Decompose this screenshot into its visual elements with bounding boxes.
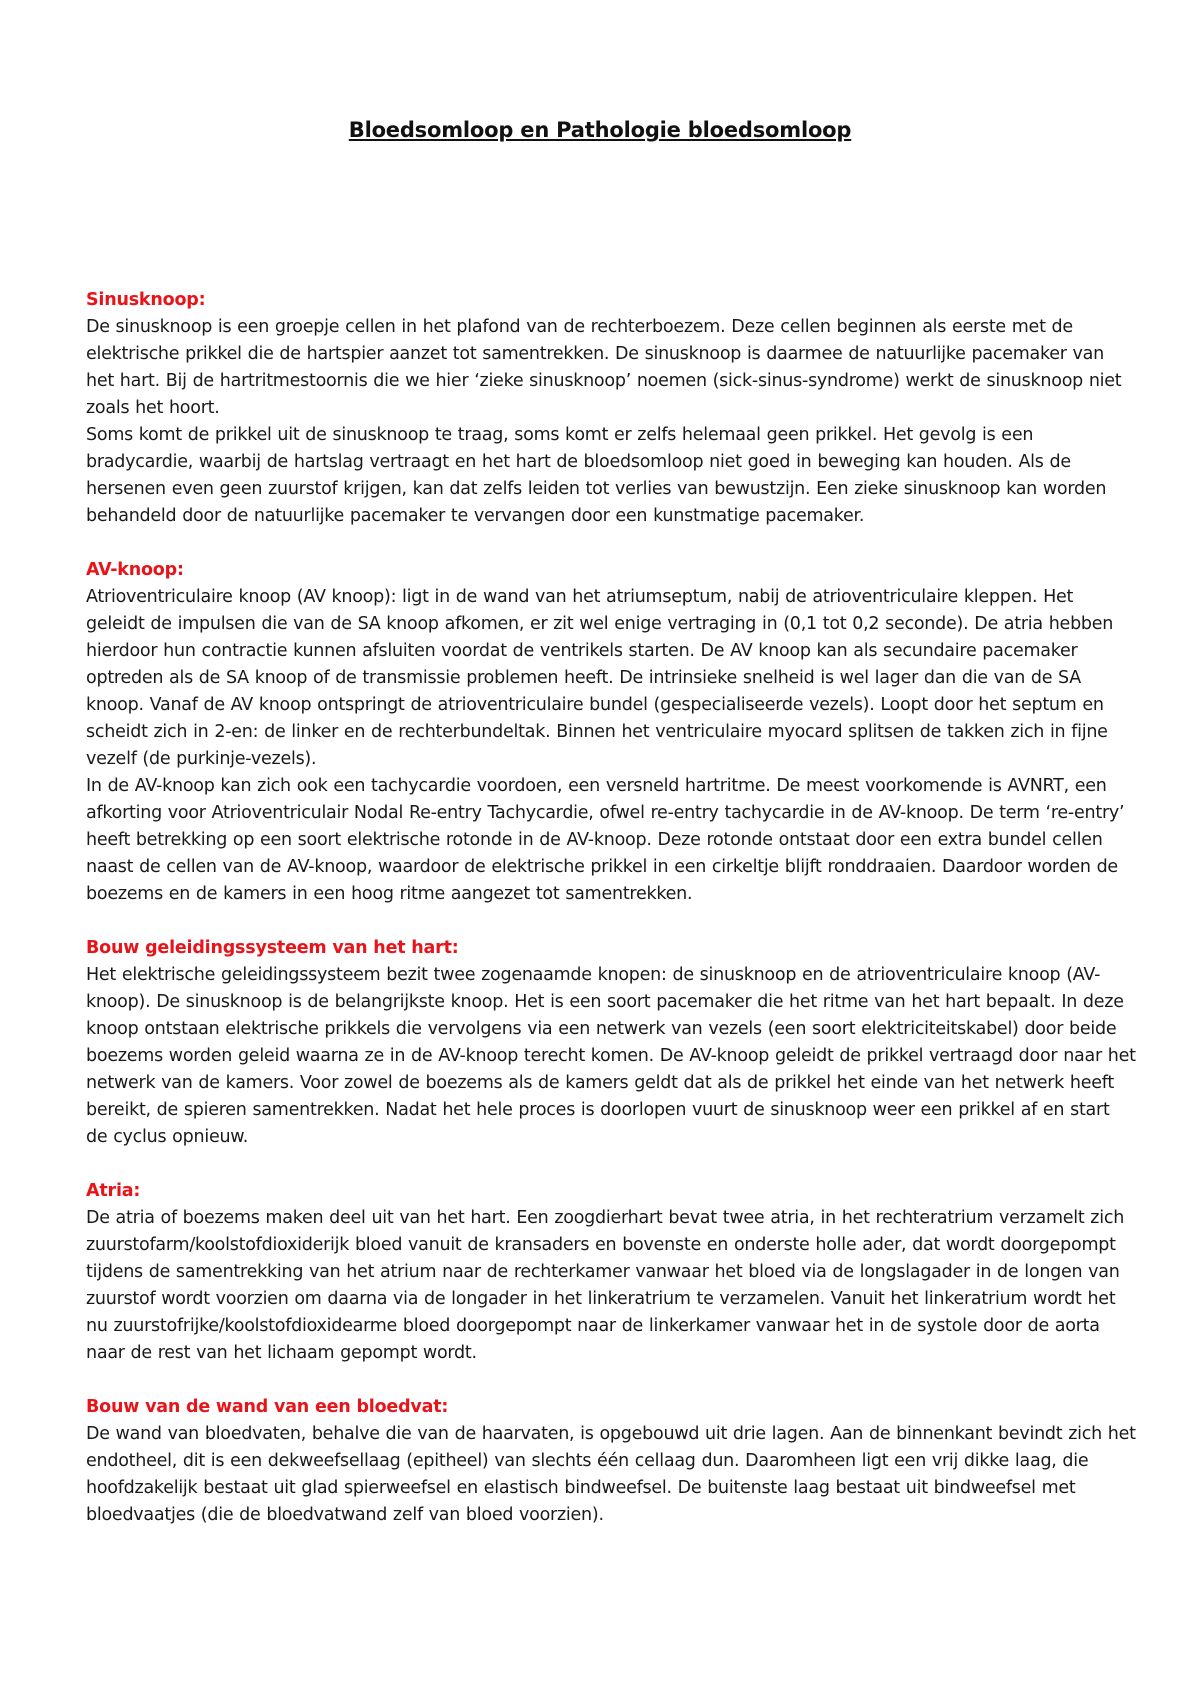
section-paragraph: De sinusknoop is een groepje cellen in het plafond van de rechterboezem. Deze cellen beginnen als eerste met de elektrische prikkel die de hartspier aanzet tot samentrekken. De sinusknoop is daarmee de natuurlijke pacemaker van het hart. Bij de hartritmestoornis die we hier ‘zieke sinusknoop’ noemen (sick-sinus-syndrome) werkt de sinusknoop niet zoals het hoort. xyxy=(86,317,1122,418)
section-bloedvatwand xyxy=(86,1394,1136,1529)
section-paragraph: De wand van bloedvaten, behalve die van de haarvaten, is opgebouwd uit drie lagen. Aan de binnenkant bevindt zich het endotheel, dit is een dekweefsellaag (epitheel) van slechts één cellaag dun. Daaromheen ligt een vrij dikke laag, die hoofdzakelijk bestaat uit glad spierweefsel en elastisch bindweefsel. De buitenste laag bestaat uit bindweefsel met bloedvaatjes (die de bloedvatwand zelf van bloed voorzien). xyxy=(86,1424,1136,1525)
section-paragraph: De atria of boezems maken deel uit van het hart. Een zoogdierhart bevat twee atria, in het rechteratrium verzamelt zich zuurstofarm/koolstofdioxiderijk bloed vanuit de kransaders en bovenste en onderste holle ader, dat wordt doorgepompt tijdens de samentrekking van het atrium naar de rechterkamer vanwaar het bloed via de longslagader in de longen van zuurstof wordt voorzien om daarna via de longader in het linkeratrium te verzamelen. Vanuit het linkeratrium wordt het nu zuurstofrijke/koolstofdioxidearme bloed doorgepompt naar de linkerkamer vanwaar het in de systole door de aorta naar de rest van het lichaam gepompt wordt. xyxy=(86,1208,1125,1363)
section-paragraph: Soms komt de prikkel uit de sinusknoop te traag, soms komt er zelfs helemaal geen prikkel. Het gevolg is een bradycardie, waarbij de hartslag vertraagt en het hart de bloedsomloop niet goed in beweging kan houden. Als de hersenen even geen zuurstof krijgen, kan dat zelfs leiden tot verlies van bewustzijn. Een zieke sinusknoop kan worden behandeld door de natuurlijke pacemaker te vervangen door een kunstmatige pacemaker. xyxy=(86,425,1107,526)
section-heading: Bouw van de wand van een bloedvat: xyxy=(86,1397,449,1417)
section-atria xyxy=(86,1178,1136,1367)
section-paragraph: Atrioventriculaire knoop (AV knoop): ligt in de wand van het atriumseptum, nabij de atrioventriculaire kleppen. Het geleidt de impulsen die van de SA knoop afkomen, er zit wel enige vertraging in (0,1 tot 0,2 seconde). De atria hebben hierdoor hun contractie kunnen afsluiten voordat de ventrikels starten. De AV knoop kan als secundaire pacemaker optreden als de SA knoop of de transmissie problemen heeft. De intrinsieke snelheid is wel lager dan die van de SA knoop. Vanaf de AV knoop ontspringt de atrioventriculaire bundel (gespecialiseerde vezels). Loopt door het septum en scheidt zich in 2-en: de linker en de rechterbundeltak. Binnen het ventriculaire myocard splitsen de takken zich in fijne vezelf (de purkinje-vezels). xyxy=(86,587,1114,769)
section-sinusknoop xyxy=(86,287,1136,530)
section-paragraph: In de AV-knoop kan zich ook een tachycardie voordoen, een versneld hartritme. De meest voorkomende is AVNRT, een afkorting voor Atrioventriculair Nodal Re-entry Tachycardie, ofwel re-entry tachycardie in de AV-knoop. De term ‘re-entry’ heeft betrekking op een soort elektrische rotonde in de AV-knoop. Deze rotonde ontstaat door een extra bundel cellen naast de cellen van de AV-knoop, waardoor de elektrische prikkel in een cirkeltje blijft ronddraaien. Daardoor worden de boezems en de kamers in een hoog ritme aangezet tot samentrekken. xyxy=(86,776,1125,904)
section-heading: Bouw geleidingssysteem van het hart: xyxy=(86,938,459,958)
document-body xyxy=(86,287,1136,1556)
section-heading: Atria: xyxy=(86,1181,141,1201)
section-paragraph: Het elektrische geleidingssysteem bezit twee zogenaamde knopen: de sinusknoop en de atrioventriculaire knoop (AV-knoop). De sinusknoop is de belangrijkste knoop. Het is een soort pacemaker die het ritme van het hart bepaalt. In deze knoop ontstaan elektrische prikkels die vervolgens via een netwerk van vezels (een soort elektriciteitskabel) door beide boezems worden geleid waarna ze in de AV-knoop terecht komen. De AV-knoop geleidt de prikkel vertraagd door naar het netwerk van de kamers. Voor zowel de boezems als de kamers geldt dat als de prikkel het einde van het netwerk heeft bereikt, de spieren samentrekken. Nadat het hele proces is doorlopen vuurt de sinusknoop weer een prikkel af en start de cyclus opnieuw. xyxy=(86,965,1136,1147)
section-geleidingssysteem xyxy=(86,935,1136,1151)
section-heading: Sinusknoop: xyxy=(86,290,206,310)
section-heading: AV-knoop: xyxy=(86,560,184,580)
section-av-knoop xyxy=(86,557,1136,908)
document-title: Bloedsomloop en Pathologie bloedsomloop xyxy=(348,118,852,142)
